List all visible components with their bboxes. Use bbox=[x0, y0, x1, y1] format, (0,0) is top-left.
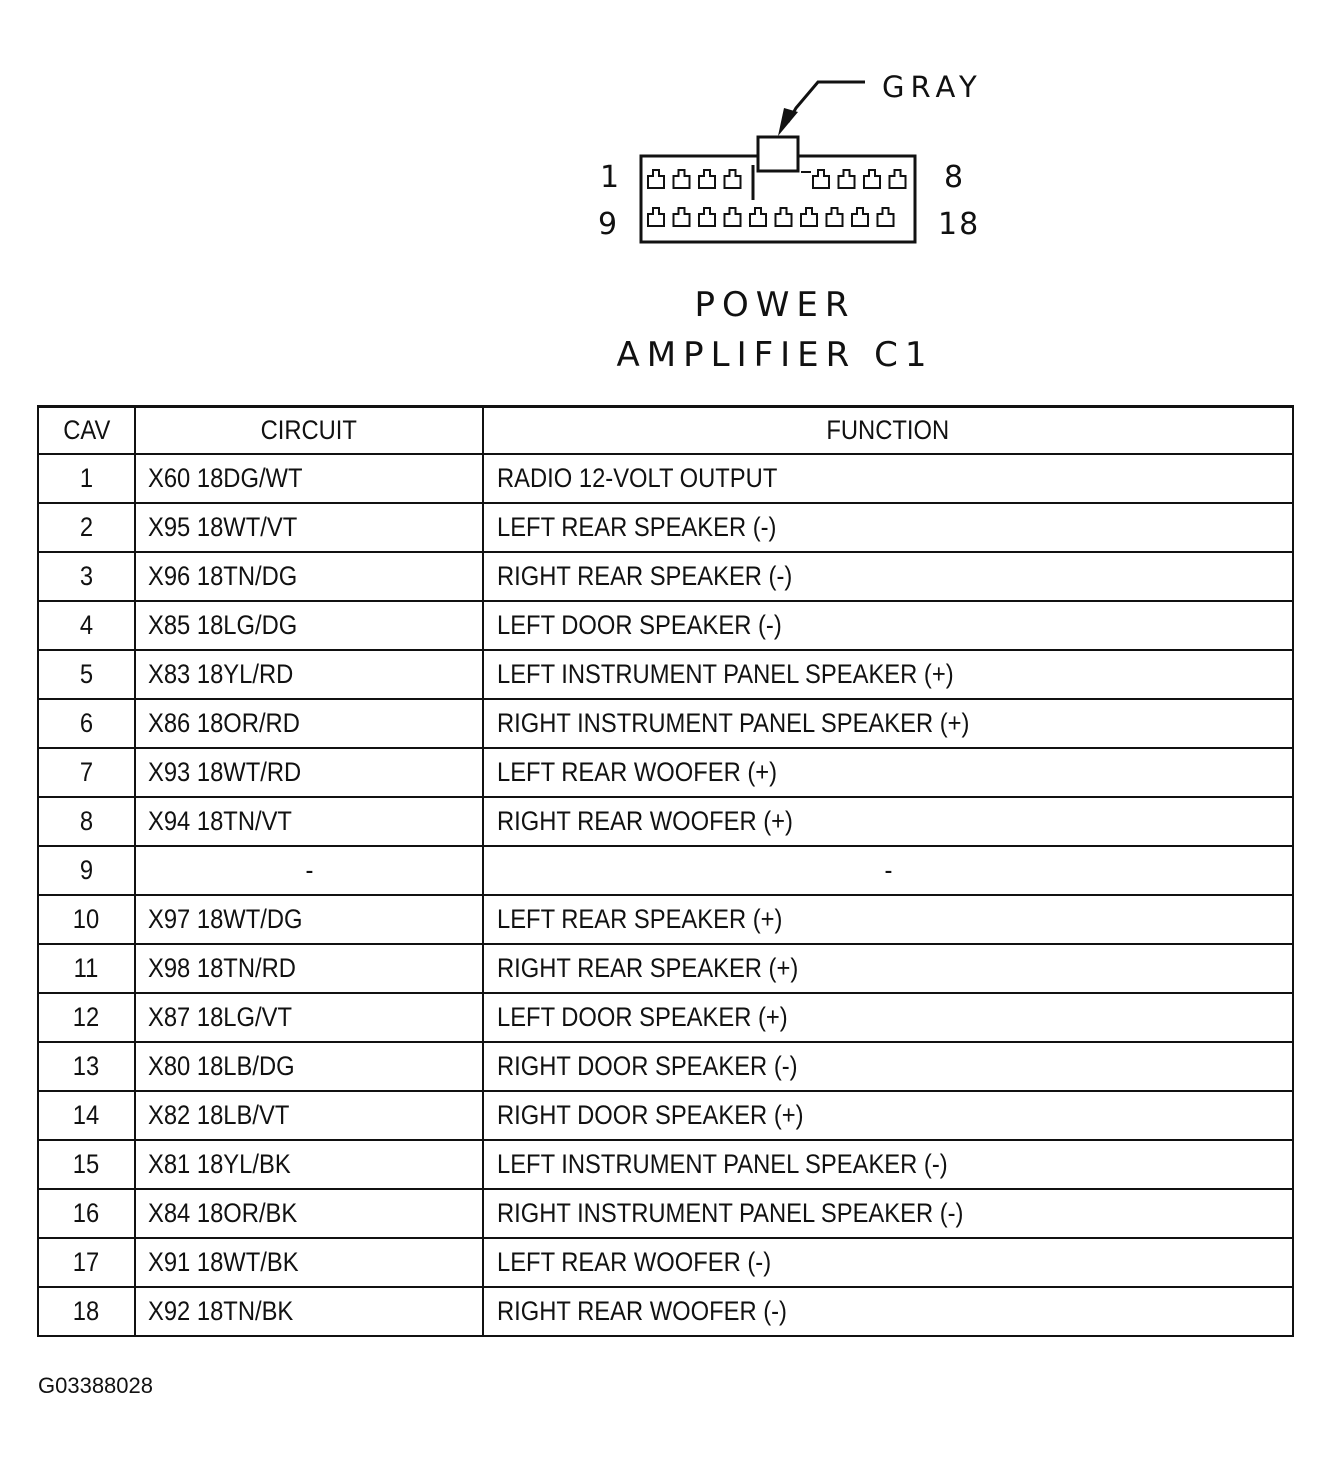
table-row bbox=[38, 895, 1293, 944]
cell-cav: 9 bbox=[38, 846, 135, 895]
table-row bbox=[38, 797, 1293, 846]
cell-function: LEFT DOOR SPEAKER (+) bbox=[483, 993, 1293, 1042]
cell-function: LEFT INSTRUMENT PANEL SPEAKER (-) bbox=[483, 1140, 1293, 1189]
cavity-bottom bbox=[878, 208, 894, 226]
table-row bbox=[38, 552, 1293, 601]
cavity-top-left bbox=[699, 170, 715, 188]
cavity-bottom bbox=[827, 208, 843, 226]
cavity-bottom bbox=[725, 208, 741, 226]
cell-circuit: - bbox=[135, 846, 483, 895]
cell-function: LEFT REAR WOOFER (+) bbox=[483, 748, 1293, 797]
cavity-bottom bbox=[852, 208, 868, 226]
locking-tab bbox=[758, 137, 798, 171]
cavity-bottom bbox=[674, 208, 690, 226]
cell-cav: 3 bbox=[38, 552, 135, 601]
cavity-bottom bbox=[648, 208, 664, 226]
cell-cav: 4 bbox=[38, 601, 135, 650]
cell-circuit: X81 18YL/BK bbox=[135, 1140, 483, 1189]
cell-circuit: X80 18LB/DG bbox=[135, 1042, 483, 1091]
cell-function: LEFT REAR SPEAKER (+) bbox=[483, 895, 1293, 944]
pin-label-9: 9 bbox=[598, 207, 620, 242]
cell-cav: 2 bbox=[38, 503, 135, 552]
cell-circuit: X84 18OR/BK bbox=[135, 1189, 483, 1238]
cell-circuit: X82 18LB/VT bbox=[135, 1091, 483, 1140]
connector-title bbox=[560, 280, 990, 380]
figure-id: G03388028 bbox=[38, 1373, 153, 1398]
cell-function: RIGHT REAR SPEAKER (+) bbox=[483, 944, 1293, 993]
table-row bbox=[38, 601, 1293, 650]
cell-circuit: X85 18LG/DG bbox=[135, 601, 483, 650]
cavity-top-right bbox=[839, 170, 855, 188]
cell-cav: 6 bbox=[38, 699, 135, 748]
cell-circuit: X83 18YL/RD bbox=[135, 650, 483, 699]
table-row bbox=[38, 699, 1293, 748]
cell-cav: 17 bbox=[38, 1238, 135, 1287]
cell-function: RIGHT DOOR SPEAKER (+) bbox=[483, 1091, 1293, 1140]
cell-circuit: X95 18WT/VT bbox=[135, 503, 483, 552]
table-row bbox=[38, 454, 1293, 503]
cell-circuit: X60 18DG/WT bbox=[135, 454, 483, 503]
cell-cav: 11 bbox=[38, 944, 135, 993]
cell-function: RIGHT DOOR SPEAKER (-) bbox=[483, 1042, 1293, 1091]
cell-cav: 7 bbox=[38, 748, 135, 797]
connector-title-line1: POWER bbox=[694, 285, 856, 325]
cell-circuit: X96 18TN/DG bbox=[135, 552, 483, 601]
pin-label-18: 18 bbox=[938, 207, 981, 242]
leader-line bbox=[788, 82, 865, 122]
cell-cav: 5 bbox=[38, 650, 135, 699]
color-label: GRAY bbox=[882, 70, 983, 104]
cell-cav: 16 bbox=[38, 1189, 135, 1238]
cell-function: RIGHT INSTRUMENT PANEL SPEAKER (+) bbox=[483, 699, 1293, 748]
cavity-top-right bbox=[813, 170, 829, 188]
header-circuit: CIRCUIT bbox=[135, 407, 483, 455]
cavity-top-right bbox=[890, 170, 906, 188]
cavity-bottom bbox=[801, 208, 817, 226]
cell-circuit: X97 18WT/DG bbox=[135, 895, 483, 944]
cell-function: RIGHT INSTRUMENT PANEL SPEAKER (-) bbox=[483, 1189, 1293, 1238]
table-row bbox=[38, 1238, 1293, 1287]
cell-cav: 8 bbox=[38, 797, 135, 846]
pin-label-1: 1 bbox=[600, 160, 622, 195]
connector-diagram bbox=[560, 60, 1020, 260]
cell-circuit: X94 18TN/VT bbox=[135, 797, 483, 846]
header-function: FUNCTION bbox=[483, 407, 1293, 455]
table-row bbox=[38, 993, 1293, 1042]
table-row bbox=[38, 1140, 1293, 1189]
cavity-group bbox=[648, 170, 906, 226]
cell-cav: 1 bbox=[38, 454, 135, 503]
table-row bbox=[38, 748, 1293, 797]
cell-function: - bbox=[483, 846, 1293, 895]
cavity-top-left bbox=[648, 170, 664, 188]
cell-function: LEFT REAR SPEAKER (-) bbox=[483, 503, 1293, 552]
cell-circuit: X91 18WT/BK bbox=[135, 1238, 483, 1287]
cell-function: RIGHT REAR WOOFER (+) bbox=[483, 797, 1293, 846]
header-cav: CAV bbox=[38, 407, 135, 455]
table-row bbox=[38, 1287, 1293, 1336]
cell-cav: 10 bbox=[38, 895, 135, 944]
cavity-bottom bbox=[699, 208, 715, 226]
table-header-row bbox=[38, 407, 1293, 455]
cell-cav: 13 bbox=[38, 1042, 135, 1091]
table-row bbox=[38, 1042, 1293, 1091]
cavity-top-left bbox=[674, 170, 690, 188]
cavity-bottom bbox=[776, 208, 792, 226]
table-body bbox=[38, 454, 1293, 1336]
cell-circuit: X98 18TN/RD bbox=[135, 944, 483, 993]
table-row bbox=[38, 846, 1293, 895]
pinout-table bbox=[37, 405, 1294, 1337]
cell-function: LEFT REAR WOOFER (-) bbox=[483, 1238, 1293, 1287]
arrow-head bbox=[778, 108, 798, 136]
cavity-top-left bbox=[725, 170, 741, 188]
cell-cav: 18 bbox=[38, 1287, 135, 1336]
cell-cav: 12 bbox=[38, 993, 135, 1042]
table-row bbox=[38, 503, 1293, 552]
cell-circuit: X86 18OR/RD bbox=[135, 699, 483, 748]
cell-function: RADIO 12-VOLT OUTPUT bbox=[483, 454, 1293, 503]
connector-title-line2: AMPLIFIER C1 bbox=[616, 335, 934, 375]
cell-cav: 14 bbox=[38, 1091, 135, 1140]
cell-cav: 15 bbox=[38, 1140, 135, 1189]
cell-function: RIGHT REAR SPEAKER (-) bbox=[483, 552, 1293, 601]
pin-label-8: 8 bbox=[944, 160, 966, 195]
table-row bbox=[38, 944, 1293, 993]
table-row bbox=[38, 1189, 1293, 1238]
cell-function: LEFT INSTRUMENT PANEL SPEAKER (+) bbox=[483, 650, 1293, 699]
cell-circuit: X93 18WT/RD bbox=[135, 748, 483, 797]
cavity-bottom bbox=[750, 208, 766, 226]
table-row bbox=[38, 1091, 1293, 1140]
cell-circuit: X92 18TN/BK bbox=[135, 1287, 483, 1336]
cavity-top-right bbox=[864, 170, 880, 188]
cell-function: RIGHT REAR WOOFER (-) bbox=[483, 1287, 1293, 1336]
table-row bbox=[38, 650, 1293, 699]
cell-circuit: X87 18LG/VT bbox=[135, 993, 483, 1042]
cell-function: LEFT DOOR SPEAKER (-) bbox=[483, 601, 1293, 650]
